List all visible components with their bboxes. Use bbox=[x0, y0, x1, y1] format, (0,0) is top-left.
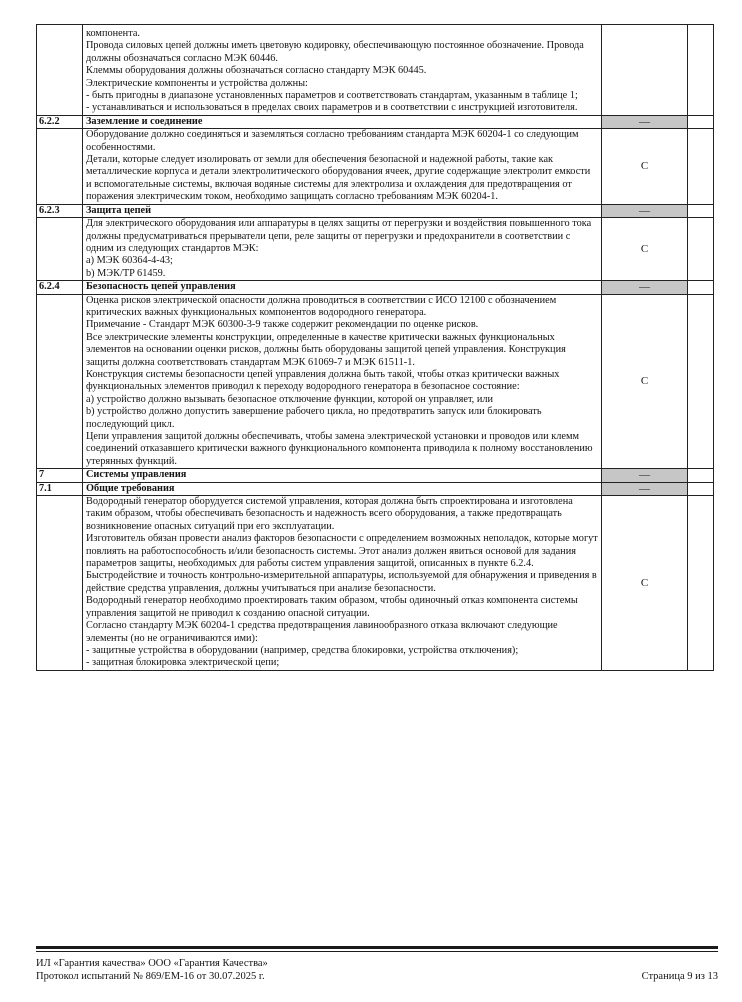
requirement-paragraph: Согласно стандарту МЭК 60204-1 средства предотвращения лавинообразного отказа включают следующие элементы (но не ограничиваются ими): bbox=[86, 620, 558, 644]
clause-number: 7.1 bbox=[37, 482, 83, 495]
remarks-cell bbox=[688, 496, 714, 671]
footer-page-number: Страница 9 из 13 bbox=[641, 971, 718, 982]
section-header-row bbox=[37, 469, 714, 482]
clause-number-cell bbox=[37, 218, 83, 281]
requirement-paragraph: Водородный генератор оборудуется системой управления, которая должна быть спроектирована и изготовлена таким образом, чтобы обеспечивать безопасность и надежность всего оборудования, а также предотвращать возникновение опасных ситуаций при его эксплуатации. bbox=[86, 496, 573, 532]
section-body-row bbox=[37, 496, 714, 671]
footer-organization: ИЛ «Гарантия качества» ООО «Гарантия Качества» bbox=[36, 958, 268, 969]
clause-number: 6.2.4 bbox=[37, 281, 83, 294]
requirement-paragraph: a) МЭК 60364-4-43; bbox=[86, 255, 173, 267]
footer-divider-thin bbox=[36, 951, 718, 952]
remarks-cell bbox=[688, 129, 714, 204]
section-body-row bbox=[37, 129, 714, 204]
requirement-paragraph: Цепи управления защитой должны обеспечивать, чтобы замена электрической установки и проводов или клемм соединений отказавшего критически важного функционального компонента приводила к полному восстановлению утерянных функций. bbox=[86, 431, 593, 467]
requirement-paragraph: - устанавливаться и использоваться в пределах своих параметров и в соответствии с инструкцией изготовителя. bbox=[86, 102, 578, 114]
requirement-paragraph: Клеммы оборудования должны обозначаться согласно стандарту МЭК 60445. bbox=[86, 65, 427, 77]
requirement-text-cell bbox=[83, 218, 602, 281]
section-header-row bbox=[37, 204, 714, 217]
requirement-paragraph: компонента. bbox=[86, 28, 140, 39]
clause-number-cell bbox=[37, 25, 83, 116]
requirement-paragraph: Электрические компоненты и устройства должны: bbox=[86, 77, 308, 89]
requirement-paragraph: Для электрического оборудования или аппаратуры в целях защиты от перегрузки и воздействия повышенного тока должны предусматриваться прерыватели цепи, реле защиты от перегрузки и предохранители в соответствии с одним из следующих стандартов МЭК: bbox=[86, 218, 592, 254]
requirement-text-cell bbox=[83, 496, 602, 671]
section-body-row bbox=[37, 218, 714, 281]
clause-number: 6.2.2 bbox=[37, 115, 83, 128]
clause-number-cell bbox=[37, 496, 83, 671]
remarks-cell bbox=[688, 469, 714, 482]
section-header-row bbox=[37, 281, 714, 294]
clause-number: 7 bbox=[37, 469, 83, 482]
requirement-paragraph: Водородный генератор необходимо проектировать таким образом, чтобы одиночный отказ компонента системы управления защитой не приводил к созданию опасной ситуации. bbox=[86, 595, 578, 619]
section-title: Заземление и соединение bbox=[83, 115, 602, 128]
requirement-paragraph: Изготовитель обязан провести анализ факторов безопасности с определением возможных неполадок, которые могут повлиять на работоспособность и/или безопасность системы. Этот анализ должен явиться основой для задания параметров защиты, необходимых для работы систем управления защитой, описанных в пункте 6.2.4. Быстродействие и точность контрольно-измерительной аппаратуры, используемой для обнаружения и приведения в действие средства управления, должны учитываться при анализе безопасности. bbox=[86, 533, 598, 594]
requirement-paragraph: Оценка рисков электрической опасности должна проводиться в соответствии с ИСО 12100 с обозначением критических важных функциональных компонентов водородного генератора. bbox=[86, 294, 557, 318]
requirement-paragraph: b) МЭК/TP 61459. bbox=[86, 267, 166, 279]
requirement-text-cell bbox=[83, 129, 602, 204]
remarks-cell bbox=[688, 218, 714, 281]
requirement-paragraph: a) устройство должно вызывать безопасное отключение функции, которой он управляет, или bbox=[86, 393, 493, 405]
requirement-paragraph: Все электрические элементы конструкции, определенные в качестве критически важных функциональных элементов на основании оценки рисков, должны быть оборудованы защитой цепей управления. Конструкция защиты должна соответствовать стандартам МЭК 61069-7 и МЭК 61511-1. bbox=[86, 331, 566, 368]
result-value: С bbox=[602, 218, 688, 281]
clause-number-cell bbox=[37, 129, 83, 204]
remarks-cell bbox=[688, 25, 714, 116]
remarks-cell bbox=[688, 281, 714, 294]
section-body-row bbox=[37, 294, 714, 469]
section-header-result: — bbox=[602, 115, 688, 128]
section-title: Защита цепей bbox=[83, 204, 602, 217]
section-header-row bbox=[37, 115, 714, 128]
result-value: С bbox=[602, 294, 688, 469]
requirement-paragraph: Провода силовых цепей должны иметь цветовую кодировку, обеспечивающую постоянное обозначение. Провода должны обозначаться согласно МЭК 60446. bbox=[86, 40, 584, 64]
section-title: Безопасность цепей управления bbox=[83, 281, 602, 294]
footer-divider-thick bbox=[36, 946, 718, 949]
remarks-cell bbox=[688, 482, 714, 495]
result-value: С bbox=[602, 496, 688, 671]
section-header-result: — bbox=[602, 281, 688, 294]
result-value: С bbox=[602, 129, 688, 204]
requirement-text-cell bbox=[83, 25, 602, 116]
section-header-result: — bbox=[602, 204, 688, 217]
section-header-result: — bbox=[602, 482, 688, 495]
footer-protocol: Протокол испытаний № 869/ЕМ-16 от 30.07.2025 г. bbox=[36, 971, 265, 982]
remarks-cell bbox=[688, 204, 714, 217]
result-cell bbox=[602, 25, 688, 116]
section-title: Общие требования bbox=[83, 482, 602, 495]
clause-number: 6.2.3 bbox=[37, 204, 83, 217]
requirement-text-cell bbox=[83, 294, 602, 469]
requirement-paragraph: - защитные устройства в оборудовании (например, средства блокировки, устройства отключения); bbox=[86, 644, 519, 656]
requirement-paragraph: b) устройство должно допустить завершение рабочего цикла, но предотвратить запуск или блокировать последующий цикл. bbox=[86, 406, 542, 430]
requirement-paragraph: Детали, которые следует изолировать от земли для обеспечения безопасной и надежной работы, такие как металлические корпуса и детали электролитического оборудования ячеек, другие содержащие электролит емкости и вспомогательные системы, включая водяные системы для электролиза и охлаждения для предотвращения от поражения электрическим током, необходимо защищать согласно требованиям МЭК 60204-1. bbox=[86, 154, 591, 203]
requirement-paragraph: Примечание - Стандарт МЭК 60300-3-9 также содержит рекомендации по оценке рисков. bbox=[86, 319, 479, 331]
section-title: Системы управления bbox=[83, 469, 602, 482]
requirement-paragraph: Конструкция системы безопасности цепей управления должна быть такой, чтобы отказ критически важных функциональных элементов приводил к переходу водородного генератора в безопасное состояние: bbox=[86, 368, 560, 393]
section-header-row bbox=[37, 482, 714, 495]
requirement-paragraph: - защитная блокировка электрической цепи; bbox=[86, 657, 280, 669]
section-header-result: — bbox=[602, 469, 688, 482]
requirement-paragraph: - быть пригодны в диапазоне установленных параметров и соответствовать стандартам, указанным в таблице 1; bbox=[86, 90, 578, 102]
remarks-cell bbox=[688, 294, 714, 469]
table-row-continuation bbox=[37, 25, 714, 116]
requirements-table bbox=[36, 24, 714, 671]
requirement-paragraph: Оборудование должно соединяться и заземляться согласно требованиям стандарта МЭК 60204-1 со следующим особенностями. bbox=[86, 129, 579, 153]
remarks-cell bbox=[688, 115, 714, 128]
clause-number-cell bbox=[37, 294, 83, 469]
